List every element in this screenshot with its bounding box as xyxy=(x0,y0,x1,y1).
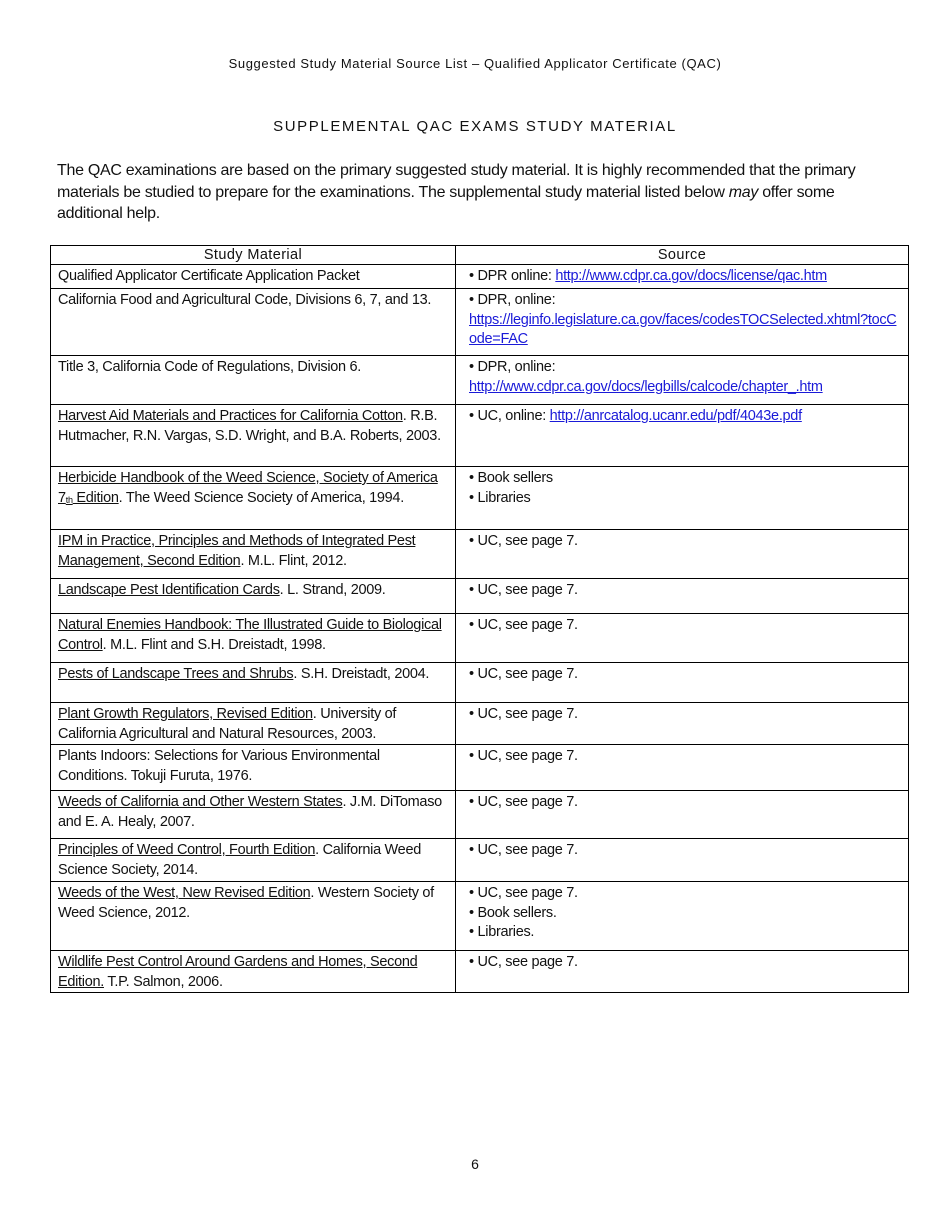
source-line xyxy=(469,311,901,350)
table-row xyxy=(51,703,909,745)
source-line xyxy=(469,532,901,552)
source-cell xyxy=(456,951,909,993)
table-row xyxy=(51,405,909,467)
source-cell xyxy=(456,356,909,405)
intro-text-2: offer some additional help. xyxy=(57,183,835,222)
source-text: • UC, see page 7. xyxy=(469,748,578,764)
study-material-cell xyxy=(51,467,456,530)
study-material-cell xyxy=(51,405,456,467)
study-material-cell xyxy=(51,703,456,745)
material-citation: . S.H. Dreistadt, 2004. xyxy=(293,666,430,682)
source-cell xyxy=(456,791,909,839)
intro-paragraph xyxy=(57,160,902,225)
source-line xyxy=(469,267,901,287)
source-line xyxy=(469,581,901,601)
material-title: Weeds of California and Other Western States xyxy=(58,794,343,810)
source-line xyxy=(469,616,901,636)
page-header: Suggested Study Material Source List – Qualified Applicator Certificate (QAC) xyxy=(228,56,722,71)
material-citation: . California Weed Science Society, 2014. xyxy=(58,842,421,878)
study-material-cell xyxy=(51,663,456,703)
study-material-cell xyxy=(51,951,456,993)
study-material-cell xyxy=(51,289,456,356)
intro-text-1: The QAC examinations are based on the primary suggested study material. It is highly recommended that the primary materials be studied to prepare for the examinations. The supplemental study material listed below xyxy=(57,162,856,201)
table-row xyxy=(51,663,909,703)
study-material-cell xyxy=(51,614,456,663)
material-title: Plant Growth Regulators, Revised Edition xyxy=(58,706,313,722)
table-row xyxy=(51,579,909,614)
source-cell xyxy=(456,614,909,663)
material-citation: Title 3, California Code of Regulations, Division 6. xyxy=(58,359,362,375)
material-citation: . L. Strand, 2009. xyxy=(279,582,386,598)
source-cell xyxy=(456,839,909,882)
material-citation: T.P. Salmon, 2006. xyxy=(103,973,223,990)
source-cell xyxy=(456,530,909,579)
source-link[interactable]: https://leginfo.legislature.ca.gov/faces/codesTOCSelected.xhtml?tocCode=FAC xyxy=(469,311,897,347)
study-material-cell xyxy=(51,579,456,614)
source-line xyxy=(469,378,901,398)
source-text: • UC, see page 7. xyxy=(469,842,578,858)
section-title: SUPPLEMENTAL QAC EXAMS STUDY MATERIAL xyxy=(273,118,677,135)
material-title-cont: Edition xyxy=(72,489,119,506)
study-material-cell xyxy=(51,882,456,951)
study-material-cell xyxy=(51,265,456,289)
material-citation: . M.L. Flint and S.H. Dreistadt, 1998. xyxy=(102,636,326,653)
source-text: • DPR online: xyxy=(469,268,556,284)
material-title: Harvest Aid Materials and Practices for California Cotton xyxy=(58,408,403,424)
source-line xyxy=(469,665,901,685)
table-row xyxy=(51,467,909,530)
source-text: • UC, see page 7. xyxy=(469,666,578,682)
page-number: 6 xyxy=(471,1156,479,1172)
source-text: • DPR, online: xyxy=(469,292,556,308)
table-row xyxy=(51,530,909,579)
source-line xyxy=(469,904,901,924)
source-cell xyxy=(456,663,909,703)
table-row xyxy=(51,289,909,356)
source-line xyxy=(469,705,901,725)
study-material-cell xyxy=(51,839,456,882)
source-text: • UC, see page 7. xyxy=(469,582,578,598)
source-text: • Book sellers xyxy=(469,470,553,486)
material-citation: . Western Society of Weed Science, 2012. xyxy=(58,885,434,921)
material-citation: . J.M. DiTomaso and E. A. Healy, 2007. xyxy=(58,794,442,830)
material-citation: Plants Indoors: Selections for Various Environmental Conditions. Tokuji Furuta, 1976. xyxy=(58,748,380,784)
source-line xyxy=(469,469,901,489)
source-line xyxy=(469,923,901,943)
source-line xyxy=(469,793,901,813)
table-row xyxy=(51,614,909,663)
source-cell xyxy=(456,882,909,951)
table-row xyxy=(51,265,909,289)
table-row xyxy=(51,839,909,882)
source-cell xyxy=(456,265,909,289)
study-material-cell xyxy=(51,356,456,405)
source-text: • Libraries. xyxy=(469,924,535,940)
source-text: • UC, see page 7. xyxy=(469,706,578,722)
source-text: • UC, see page 7. xyxy=(469,885,578,901)
source-link[interactable]: http://www.cdpr.ca.gov/docs/legbills/calcode/chapter_.htm xyxy=(469,378,823,395)
study-material-cell xyxy=(51,745,456,791)
material-citation: . The Weed Science Society of America, 1994. xyxy=(118,489,404,506)
source-text: • UC, see page 7. xyxy=(469,533,578,549)
source-text: • Libraries xyxy=(469,489,531,506)
table-body xyxy=(51,265,909,993)
material-title: Wildlife Pest Control Around Gardens and Homes, Second Edition. xyxy=(58,954,418,990)
source-text: • Book sellers. xyxy=(469,904,557,921)
source-cell xyxy=(456,405,909,467)
intro-emphasis: may xyxy=(728,183,759,201)
source-cell xyxy=(456,703,909,745)
source-line xyxy=(469,489,901,509)
study-material-cell xyxy=(51,530,456,579)
source-text: • UC, see page 7. xyxy=(469,794,578,810)
material-title: Herbicide Handbook of the Weed Science, Society of America 7 xyxy=(58,470,438,506)
table-row xyxy=(51,951,909,993)
source-line xyxy=(469,407,901,427)
source-cell xyxy=(456,745,909,791)
table-row xyxy=(51,882,909,951)
material-citation: . M.L. Flint, 2012. xyxy=(240,552,347,569)
source-line xyxy=(469,841,901,861)
source-text: • DPR, online: xyxy=(469,359,556,375)
material-citation: . University of California Agricultural and Natural Resources, 2003. xyxy=(58,706,397,742)
table-row xyxy=(51,356,909,405)
study-material-table xyxy=(50,245,909,993)
source-line xyxy=(469,747,901,767)
source-link[interactable]: http://anrcatalog.ucanr.edu/pdf/4043e.pdf xyxy=(549,408,802,424)
source-text: • UC, see page 7. xyxy=(469,954,578,970)
material-title: Landscape Pest Identification Cards xyxy=(58,582,280,598)
material-citation: Qualified Applicator Certificate Application Packet xyxy=(58,268,360,284)
material-title: Pests of Landscape Trees and Shrubs xyxy=(58,666,294,682)
source-cell xyxy=(456,467,909,530)
source-cell xyxy=(456,289,909,356)
source-cell xyxy=(456,579,909,614)
material-superscript: th xyxy=(65,494,73,505)
material-title: Weeds of the West, New Revised Edition xyxy=(58,885,311,901)
material-title: Principles of Weed Control, Fourth Edition xyxy=(58,842,316,858)
material-citation: . R.B. Hutmacher, R.N. Vargas, S.D. Wright, and B.A. Roberts, 2003. xyxy=(58,408,441,444)
study-material-cell xyxy=(51,791,456,839)
material-citation: California Food and Agricultural Code, Divisions 6, 7, and 13. xyxy=(58,292,432,308)
source-line xyxy=(469,884,901,904)
source-line xyxy=(469,291,901,311)
source-line xyxy=(469,358,901,378)
table-header-row xyxy=(51,246,909,265)
material-title: IPM in Practice, Principles and Methods of Integrated Pest Management, Second Edition xyxy=(58,533,416,569)
source-text: • UC, online: xyxy=(469,408,550,424)
source-text: • UC, see page 7. xyxy=(469,617,578,633)
material-title: Natural Enemies Handbook: The Illustrated Guide to Biological Control xyxy=(58,617,442,653)
header-study-material: Study Material xyxy=(51,246,456,265)
table-row xyxy=(51,791,909,839)
header-source: Source xyxy=(456,246,909,265)
source-line xyxy=(469,953,901,973)
table-row xyxy=(51,745,909,791)
source-link[interactable]: http://www.cdpr.ca.gov/docs/license/qac.htm xyxy=(555,268,827,284)
